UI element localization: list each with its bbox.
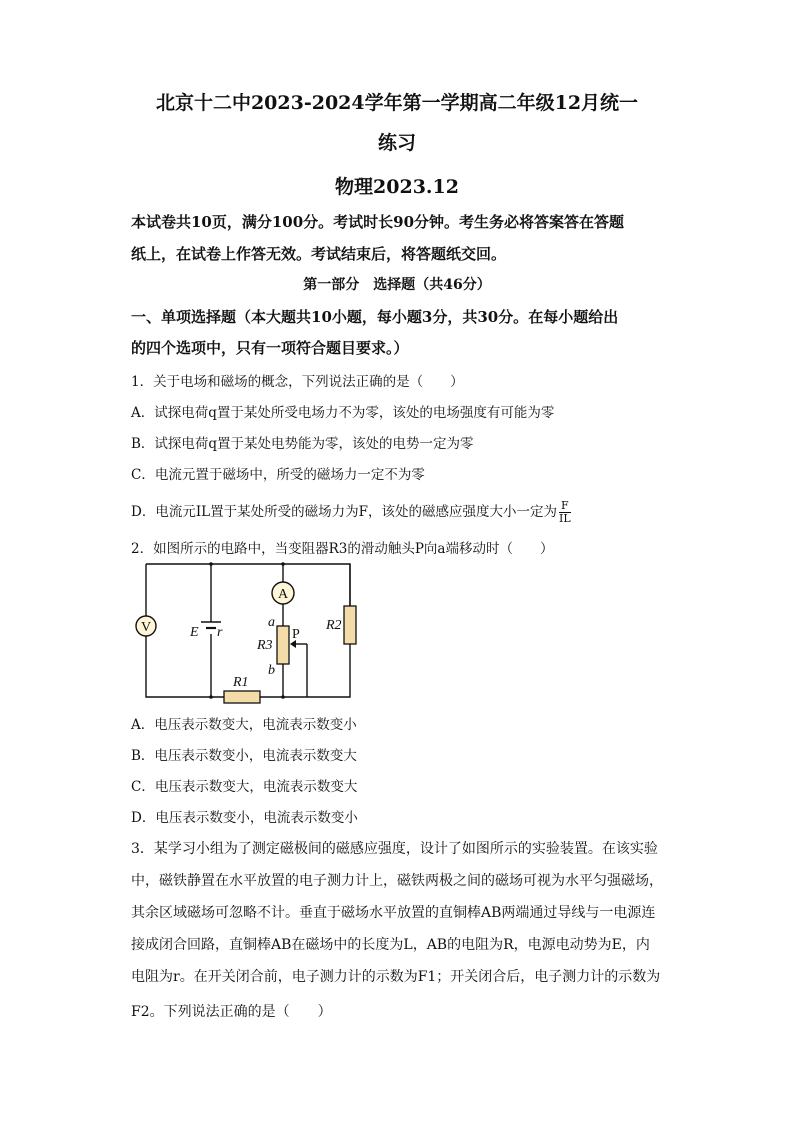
label-r3: R3 xyxy=(257,638,273,653)
r1-resistor xyxy=(224,691,260,703)
circuit-diagram xyxy=(128,558,368,704)
section-heading-line1: 一、单项选择题（本大题共10小题，每小题3分，共30分。在每小题给出 xyxy=(131,308,619,326)
intro-line2: 纸上，在试卷上作答无效。考试结束后，将答题纸交回。 xyxy=(131,245,507,263)
q3-line1: 3．某学习小组为了测定磁极间的磁感应强度，设计了如图所示的实验装置。在该实验 xyxy=(131,841,658,857)
label-r: r xyxy=(217,625,223,640)
section-heading-line2: 的四个选项中，只有一项符合题目要求。） xyxy=(131,339,409,357)
label-a: A xyxy=(278,587,289,602)
q1-frac-num: F xyxy=(559,500,571,513)
label-p: P xyxy=(292,627,300,642)
q3-line6: F2。下列说法正确的是（ ） xyxy=(131,1004,332,1020)
label-a-end: a xyxy=(268,615,275,630)
q3-line3: 其余区域磁场可忽略不计。垂直于磁场水平放置的直铜棒AB两端通过导线与一电源连 xyxy=(131,905,656,921)
q2-option-b: B．电压表示数变小，电流表示数变大 xyxy=(131,748,357,764)
q2-option-a: A．电压表示数变大，电流表示数变小 xyxy=(131,717,357,733)
q2-option-c: C．电压表示数变大，电流表示数变大 xyxy=(131,779,358,795)
title-line1: 北京十二中2023-2024学年第一学期高二年级12月统一 xyxy=(155,92,639,114)
label-v: V xyxy=(141,620,152,635)
title-line2: 练习 xyxy=(377,132,416,154)
q1-option-a: A．试探电荷q置于某处所受电场力不为零，该处的电场强度有可能为零 xyxy=(131,405,555,421)
q1-option-c: C．电流元置于磁场中，所受的磁场力一定不为零 xyxy=(131,467,425,483)
label-r1: R1 xyxy=(233,675,249,690)
q3-line4: 接成闭合回路，直铜棒AB在磁场中的长度为L，AB的电阻为R，电源电动势为E，内 xyxy=(131,937,650,953)
q1-frac-den: IL xyxy=(559,512,571,525)
r3-resistor xyxy=(277,626,289,664)
q3-line5: 电阻为r。在开关闭合前，电子测力计的示数为F1；开关闭合后，电子测力计的示数为 xyxy=(131,969,661,985)
part1-heading: 第一部分 选择题（共46分） xyxy=(303,277,491,293)
q1-option-b: B．试探电荷q置于某处电势能为零，该处的电势一定为零 xyxy=(131,436,474,452)
intro-line1: 本试卷共10页，满分100分。考试时长90分钟。考生务必将答案答在答题 xyxy=(131,213,625,231)
label-b-end: b xyxy=(268,663,275,678)
q1-fraction xyxy=(559,500,571,525)
q2-stem: 2．如图所示的电路中，当变阻器R3的滑动触头P向a端移动时（ ） xyxy=(131,541,554,557)
q3-line2: 中，磁铁静置在水平放置的电子测力计上，磁铁两极之间的磁场可视为水平匀强磁场， xyxy=(131,873,663,889)
r2-resistor xyxy=(344,606,356,644)
subtitle: 物理2023.12 xyxy=(335,176,459,198)
label-e: E xyxy=(190,625,199,640)
label-r2: R2 xyxy=(326,618,342,633)
q1-option-d-text: D．电流元IL置于某处所受的磁场力为F，该处的磁感应强度大小一定为 xyxy=(131,504,557,520)
q2-option-d: D．电压表示数变小，电流表示数变小 xyxy=(131,810,358,826)
q1-stem: 1．关于电场和磁场的概念，下列说法正确的是（ ） xyxy=(131,374,464,390)
q1-option-d xyxy=(131,500,571,525)
